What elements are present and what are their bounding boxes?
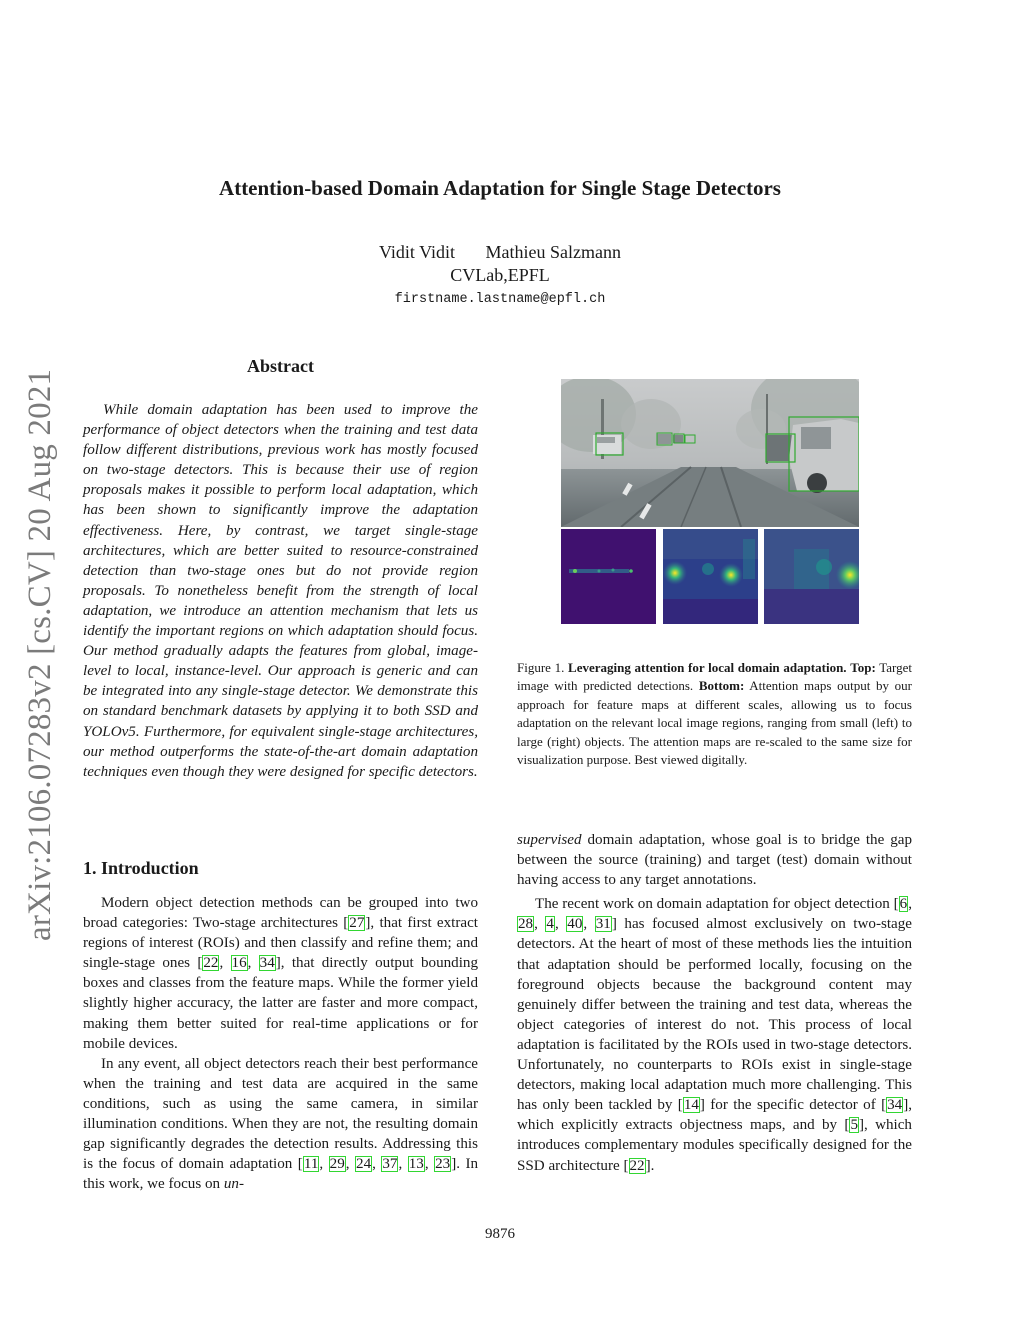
right-paragraph-1 <box>517 830 912 890</box>
figure-caption <box>517 659 912 769</box>
caption-text: Target image with predicted detections. <box>517 660 913 694</box>
caption-label: Top: <box>850 660 876 675</box>
attention-map-image <box>764 529 859 624</box>
right-column-body <box>517 830 912 1176</box>
citation-link[interactable]: 22 <box>629 1157 645 1174</box>
arxiv-identifier: arXiv:2106.07283v2 [cs.CV] 20 Aug 2021 <box>22 368 58 941</box>
right-paragraph-2: The recent work on domain adaptation for object detection [6, 28, 4, 40, 31] has focused almost exclusively on two-stage detectors. At the heart of most of these methods lies the intuition that adaptation should be performed locally, focusing on the foreground objects because the background content may genuinely differ between the training and test data, whereas the object categories of interest do not. This process of local adaptation is facilitated by the ROIs used in two-stage detectors. Unfortunately, no counterparts to ROIs exist in single-stage detectors, making local adaptation much more challenging. This has only been tackled by [14] for the specific detector of [34], which explicitly extracts objectness maps, and by [5], which introduces complementary modules specifically designed for the SSD architecture [22]. <box>517 896 913 1174</box>
intro-paragraph-2: In any event, all object detectors reach their best performance when the training and test data are acquired in the same conditions, such as using the same camera, in similar illumination conditions. When they are not, the resulting domain gap significantly degrades the detection results. Addressing this is the focus of domain adaptation [11, 29, 24, 37, 13, 23]. In this work, we focus on un- <box>83 1055 479 1193</box>
figure-title: Leveraging attention for local domain adaptation. <box>568 660 847 675</box>
attention-map-medium <box>663 529 758 624</box>
figure-target-image <box>561 379 859 527</box>
intro-paragraph-1: Modern object detection methods can be grouped into two broad categories: Two-stage architectures [27], that first extract regions of interest (ROIs) and then classify and refine them; and single-stage ones [22, 16, 34], that directly output bounding boxes and classes from the feature maps. While the former yield slightly higher accuracy, the latter are faster and more compact, making them better suited for real-time applications or for mobile devices. <box>83 895 479 1052</box>
affiliation: CVLab,EPFL <box>450 265 550 285</box>
citation-link[interactable]: 4 <box>546 916 554 933</box>
citation-link[interactable]: 6 <box>899 896 908 913</box>
text-run: ] for the specific detector of [ <box>699 1097 887 1114</box>
figure-label: Figure 1. <box>517 660 569 675</box>
page-number: 9876 <box>485 1226 515 1242</box>
text-run: domain adaptation, whose goal is to bridge the gap between the source (training) and target (test) domain without having access to any target annotations. <box>517 832 912 889</box>
text-run: ]. In this work, we focus on <box>83 1156 479 1193</box>
street-scene-image <box>561 379 859 527</box>
citation-link[interactable]: 11 <box>303 1156 319 1173</box>
citation-link[interactable]: 29 <box>329 1156 345 1173</box>
citation-link[interactable]: 14 <box>683 1097 699 1114</box>
citation-link[interactable]: 34 <box>259 955 275 972</box>
citation-link[interactable]: 24 <box>356 1156 372 1173</box>
text-run: ], that first extract regions of interest (ROIs) and then classify and refine them; and single-stage ones [ <box>83 915 478 972</box>
caption-text: Attention maps output by our approach for feature maps at different scales, allowing us to focus adaptation on the relevant local image regions, ranging from small (left) to large (right) objects. The attention maps are re-scaled to the same size for visualization purpose. Best viewed digitally. <box>517 678 912 768</box>
author-name: Mathieu Salzmann <box>485 242 621 262</box>
introduction-body <box>83 893 478 1194</box>
text-run: ], which introduces complementary modules specifically designed for the SSD architecture [ <box>517 1117 912 1174</box>
author-list <box>0 241 1000 263</box>
abstract-body <box>83 400 478 782</box>
citation-link[interactable]: 28 <box>518 916 534 933</box>
attention-map-image <box>561 529 656 624</box>
caption-label: Bottom: <box>698 678 745 694</box>
text-run: un- <box>223 1176 244 1193</box>
citation-link[interactable]: 22 <box>203 955 219 972</box>
text-run: supervised <box>517 832 582 848</box>
author-name: Vidit Vidit <box>379 242 456 262</box>
section-heading-introduction: 1. Introduction <box>83 858 199 878</box>
citation-link[interactable]: 5 <box>850 1117 858 1134</box>
text-run: ]. <box>645 1157 655 1174</box>
citation-link[interactable]: 27 <box>349 915 365 932</box>
citation-link[interactable]: 34 <box>887 1097 903 1114</box>
text-run: Modern object detection methods can be grouped into two broad categories: Two-stage architectures [ <box>83 895 478 932</box>
text-run: In any event, all object detectors reach their best performance when the training and test data are acquired in the same conditions, such as using the same camera, in similar illumination conditions. When they are not, the resulting domain gap significantly degrades the detection results. Addressing this is the focus of domain adaptation [ <box>83 1055 478 1173</box>
attention-map-large <box>764 529 859 624</box>
author-email: firstname.lastname@epfl.ch <box>394 292 606 307</box>
citation-link[interactable]: 31 <box>595 916 611 933</box>
text-run: ] has focused almost exclusively on two-stage detectors. At the heart of most of these methods lies the intuition that adaptation should be performed locally, focusing on the foreground objects because the background content may genuinely differ between the training and test data, whereas the object categories of interest do not. This process of local adaptation is facilitated by the ROIs used in two-stage detectors. Unfortunately, no counterparts to ROIs exist in single-stage detectors, making local adaptation much more challenging. This has only been tackled by [ <box>517 916 912 1114</box>
citation-link[interactable]: 16 <box>231 955 247 972</box>
citation-link[interactable]: 40 <box>567 916 583 933</box>
attention-map-image <box>663 529 758 624</box>
text-run: The recent work on domain adaptation for object detection [ <box>535 896 899 913</box>
attention-map-small <box>561 529 656 624</box>
paper-title: Attention-based Domain Adaptation for Single Stage Detectors <box>219 176 781 200</box>
abstract-text: While domain adaptation has been used to improve the performance of object detectors when the training and test data follow different distributions, previous work has mostly focused on two-stage detectors. This is because their use of region proposals makes it possible to perform local adaptation, which has been shown to significantly improve the adaptation effectiveness. Here, by contrast, we target single-stage architectures, which are better suited to resource-constrained detection than two-stage ones but do not provide region proposals. To nonetheless benefit from the strength of local adaptation, we introduce an attention mechanism that lets us identify the important regions on which adaptation should focus. Our method gradually adapts the features from global, image-level to local, instance-level. Our approach is generic and can be integrated into any single-stage detector. We demonstrate this on standard benchmark datasets by applying it to both SSD and YOLOv5. Furthermore, for equivalent single-stage architectures, our method outperforms the state-of-the-art domain adaptation techniques even though they were designed for specific detectors. <box>83 402 478 780</box>
text-run: ], which explicitly extracts objectness maps, and by [ <box>517 1097 913 1134</box>
citation-link[interactable]: 13 <box>408 1156 424 1173</box>
citation-link[interactable]: 23 <box>435 1156 451 1173</box>
abstract-heading: Abstract <box>247 356 314 376</box>
citation-link[interactable]: 37 <box>382 1156 398 1173</box>
text-run: ], that directly output bounding boxes and classes from the feature maps. While the former yield slightly higher accuracy, the latter are faster and more compact, making them better suited for real-time applications or for mobile devices. <box>83 955 479 1052</box>
